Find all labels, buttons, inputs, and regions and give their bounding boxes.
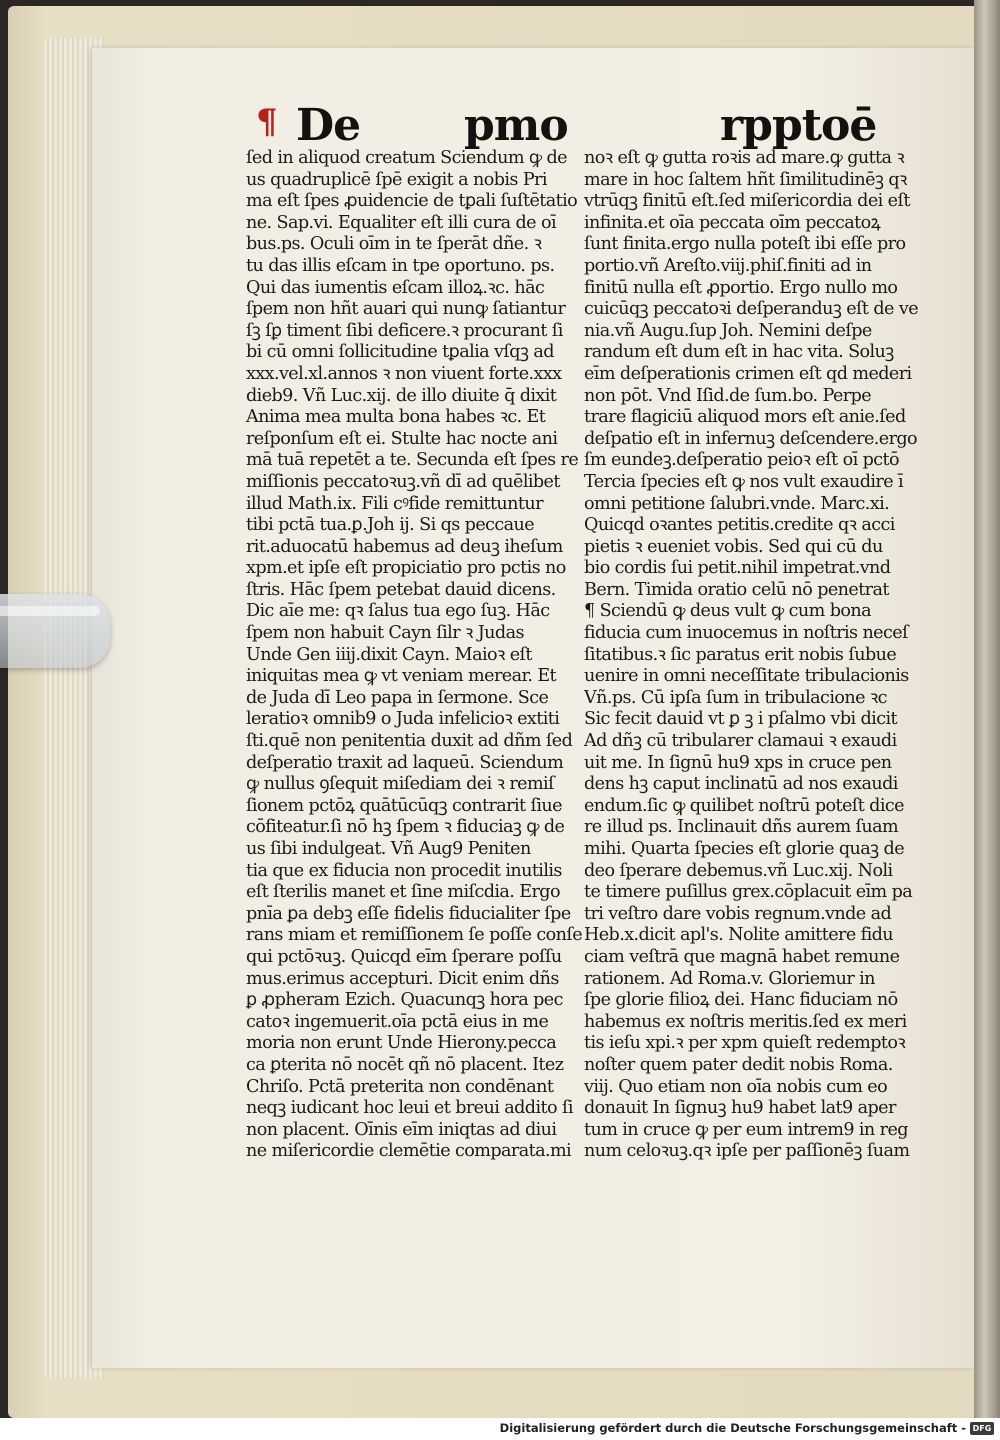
text-line: ꝑ ꝓpheram Ezich. Quacunqꝫ hora pec — [246, 990, 563, 1011]
text-line: Unde Gen iiij.dixit Cayn. Maioꝛ eſt — [246, 644, 532, 665]
text-line: reſponſum eſt ei. Stulte hac nocte ani — [246, 428, 558, 449]
text-line: re illud ps. Inclinauit dñs aurem ſuam — [584, 817, 899, 838]
text-line: ſpem non habuit Cayn ſilr ꝛ Judas — [246, 623, 524, 644]
text-line: te timere puſillus grex.cōplacuit eīm pa — [584, 882, 913, 903]
text-line: non pōt. Vnd Iſid.de ſum.bo. Perpe — [584, 385, 872, 406]
text-line: xpm.et ipſe eſt propiciatio pro pctis no — [246, 558, 566, 579]
text-line: deo ſperare debemus.vñ Luc.xij. Noli — [584, 860, 893, 881]
text-line: pnīa ꝑa debꝫ eſſe fidelis fiducialiter ſpe — [246, 903, 571, 924]
text-line: ſpe glorie filioꝝ dei. Hanc fiduciam nō — [584, 990, 898, 1011]
text-line: deſpatio eſt in infernuꝫ deſcendere.ergo — [584, 428, 918, 449]
text-line: tia que ex fiducia non procedit inutilis — [246, 860, 562, 881]
text-line: fiducia cum inuocemus in noſtris neceſ — [584, 623, 908, 644]
text-line: num celoꝛuꝫ.qꝛ ipſe per paſſionēꝫ ſuam — [584, 1141, 910, 1162]
text-line: viij. Quo etiam non oīa nobis cum eo — [584, 1076, 888, 1097]
funding-credit: Digitalisierung gefördert durch die Deutsche Forschungsgemeinschaft - — [499, 1421, 966, 1435]
text-line: rans miam et remiſſionem ſe poſſe conſe — [246, 925, 583, 946]
text-line: vtrūqꝫ finitū eſt.ſed miſericordia dei eſt — [584, 191, 910, 212]
text-line: ſed in aliquod creatum Sciendum ꝙ de — [246, 148, 567, 168]
text-line: omni petitione ſalubri.vnde. Marc.xi. — [584, 493, 890, 514]
text-line: ciam veſtrā que magnā habet remune — [584, 946, 900, 967]
text-line: finitū nulla eſt ꝓportio. Ergo nullo mo — [584, 277, 898, 298]
left-text-column — [246, 148, 583, 1163]
text-line: Heb.x.dicit apl's. Nolite amittere fidu — [584, 925, 894, 946]
text-line: ſionem pctōꝝ quātūcūqꝫ contrarit ſiue — [246, 795, 562, 816]
text-line: noſter quem pater dedit nobis Roma. — [584, 1054, 893, 1075]
text-line: moria non erunt Unde Hierony.pecca — [246, 1033, 557, 1054]
text-line: ca ꝑterita nō nocēt qñ nō placent. Itez — [246, 1054, 564, 1075]
text-line: de Juda dī Leo papa in ſermone. Sce — [246, 687, 549, 708]
text-line: us ſibi indulgeat. Vñ Aug9 Peniten — [246, 839, 531, 859]
header-paragraph-mark: ¶ — [256, 102, 277, 142]
text-line: pietis ꝛ eueniet vobis. Sed qui cū du — [584, 536, 883, 557]
text-line: qui pctōꝛuꝫ. Quicqd eīm ſperare poſſu — [246, 946, 562, 967]
text-line: miſſionis peccatoꝛuꝫ.vñ dī ad quēlibet — [246, 471, 560, 492]
text-line: Vñ.ps. Cū ipſa ſum in tribulacione ꝛc — [584, 687, 887, 708]
text-line: neqꝫ iudicant hoc leui et breui addito ſi — [246, 1098, 573, 1119]
text-line: Bern. Timida oratio celū nō penetrat — [584, 579, 889, 600]
dfg-logo-icon: DFG — [970, 1422, 994, 1435]
text-line: Tercia ſpecies eſt ꝙ nos vult exaudire ī — [584, 471, 904, 492]
text-line: uenire in omni neceſſitate tribulacionis — [584, 666, 909, 687]
text-line: bi cū omni ſollicitudine tꝑalia vſqꝫ ad — [246, 342, 554, 363]
text-line: bio cordis ſui petit.nihil impetrat.vnd — [584, 558, 891, 579]
text-line: mus.erimus accepturi. Dicit enim dñs — [246, 968, 559, 989]
text-line: eſt ſterilis manet et ſine miſcdia. Ergo — [246, 882, 560, 903]
text-line: ſpem non hñt auari qui nunꝙ ſatiantur — [246, 299, 566, 320]
text-line: Qui das iumentis eſcam illoꝝ.ꝛc. hāc — [246, 277, 545, 298]
text-line: Anima mea multa bona habes ꝛc. Et — [246, 407, 546, 428]
text-line: tum in cruce ꝙ per eum intrem9 in reg — [584, 1119, 908, 1140]
text-line: tis ieſu xpi.ꝛ per xpm quieſt redemptoꝛ — [584, 1033, 906, 1054]
text-line: ¶ Sciendū ꝙ deus vult ꝙ cum bona — [584, 601, 871, 622]
text-line: leratioꝛ omnib9 o Juda infelicioꝛ extiti — [246, 709, 560, 730]
text-line: mare in hoc ſaltem hñt ſimilitudinēꝫ qꝛ — [584, 169, 907, 190]
text-line: tu das illis eſcam in tpe oportuno. ps. — [246, 255, 555, 276]
text-line: nia.vñ Augu.ſup Joh. Nemini deſpe — [584, 320, 872, 341]
text-line: deſperatio traxit ad laqueū. Sciendum — [246, 752, 564, 773]
text-line: trare flagiciū aliquod mors eſt anie.ſed — [584, 407, 906, 428]
text-line: Chriſo. Pctā preterita non condēnant — [246, 1076, 554, 1097]
text-line: tri veſtro dare vobis regnum.vnde ad — [584, 903, 892, 924]
text-line: ſitatibus.ꝛ ſic paratus erit nobis ſubue — [584, 644, 897, 665]
text-line: ꝙ nullus ꝯſequit miſediam dei ꝛ remiſ — [246, 774, 554, 795]
text-line: dieb9. Vñ Luc.xij. de illo diuite q̄ dixit — [246, 385, 557, 406]
text-line: ſꝫ ſꝑ timent ſibi deficere.ꝛ procurant ſi — [246, 320, 563, 341]
header-word-1: De — [296, 100, 361, 151]
text-line: xxx.vel.xl.annos ꝛ non viuent forte.xxx — [246, 363, 562, 384]
text-line: Sic fecit dauid vt ꝑ ꝫ i pſalmo vbi dicit — [584, 709, 897, 730]
text-line: infinita.et oīa peccata oīm peccatoꝝ — [584, 212, 881, 233]
right-text-column — [584, 148, 919, 1163]
text-line: ſunt finita.ergo nulla poteſt ibi eſſe pro — [584, 234, 906, 255]
text-line: rit.aduocatū habemus ad deuꝫ iheſum — [246, 536, 563, 557]
footer-bar — [0, 1418, 1000, 1440]
text-line: illud Math.ix. Fili cꝰfide remittuntur — [246, 493, 543, 514]
text-line: Quicqd oꝛantes petitis.credite qꝛ acci — [584, 515, 895, 536]
text-line: us quadruplicē ſpē exigit a nobis Pri — [246, 169, 547, 190]
header-word-2: pmo — [464, 100, 568, 151]
text-line: dens hꝫ caput inclinatū ad nos exaudi — [584, 774, 898, 795]
text-line: ne miſericordie clemētie comparata.mi — [246, 1141, 572, 1162]
text-line: mihi. Quarta ſpecies eſt glorie quaꝫ de — [584, 839, 905, 859]
text-line: ſtris. Hāc ſpem petebat dauid dicens. — [246, 579, 556, 600]
text-line: habemus ex noſtris meritis.ſed ex meri — [584, 1011, 907, 1032]
text-line: cuicūqꝫ peccatoꝛi deſperanduꝫ eſt de ve — [584, 299, 919, 320]
text-line: endum.ſic ꝙ quilibet noſtrū poteſt dice — [584, 795, 904, 816]
text-line: donauit In ſignuꝫ hu9 habet lat9 aper — [584, 1098, 896, 1119]
text-line: tibi pctā tua.ꝑ.Joh ij. Si qs peccaue — [246, 515, 535, 536]
text-line: rationem. Ad Roma.v. Gloriemur in — [584, 968, 875, 989]
book-spine — [974, 0, 1000, 1418]
page-holder-clip-highlight — [0, 606, 100, 616]
text-line: ne. Sap.vi. Equaliter eſt illi cura de oī — [246, 212, 556, 233]
text-line: eīm deſperationis crimen eſt qd mederi — [584, 363, 912, 384]
text-line: iniquitas mea ꝙ vt veniam merear. Et — [246, 666, 557, 687]
text-line: noꝛ eſt ꝙ gutta roꝛis ad mare.ꝙ gutta ꝛ — [584, 148, 905, 168]
text-line: randum eſt dum eſt in hac vita. Soluꝫ — [584, 342, 894, 363]
text-line: portio.vñ Areſto.viij.phiſ.finiti ad in — [584, 255, 872, 276]
text-line: Ad dñꝫ cū tribularer clamaui ꝛ exaudi — [584, 731, 897, 752]
text-line: ſm eundeꝫ.deſperatio peioꝛ eſt oī pctō — [584, 450, 899, 471]
text-line: cōfiteatur.ſi nō hꝫ ſpem ꝛ fiduciaꝫ ꝙ de — [246, 817, 565, 838]
text-line: Dic aīe me: qꝛ ſalus tua ego ſuꝫ. Hāc — [246, 601, 550, 622]
text-line: catoꝛ ingemuerit.oīa pctā eius in me — [246, 1011, 549, 1032]
text-line: non placent. Oīnis eīm iniqtas ad diui — [246, 1119, 557, 1140]
text-line: ma eſt ſpes ꝓuidencie de tꝑali ſuſtētatio — [246, 191, 578, 212]
text-line: ſti.quē non penitentia duxit ad dñm ſed — [246, 731, 573, 752]
header-word-3: rpptoē — [720, 100, 877, 151]
text-line: uit me. In ſignū hu9 xps in cruce pen — [584, 752, 892, 773]
text-line: bus.ps. Oculi oīm in te ſperāt dñe. ꝛ — [246, 234, 542, 255]
text-line: mā tuā repetēt a te. Secunda eſt ſpes re — [246, 450, 579, 471]
